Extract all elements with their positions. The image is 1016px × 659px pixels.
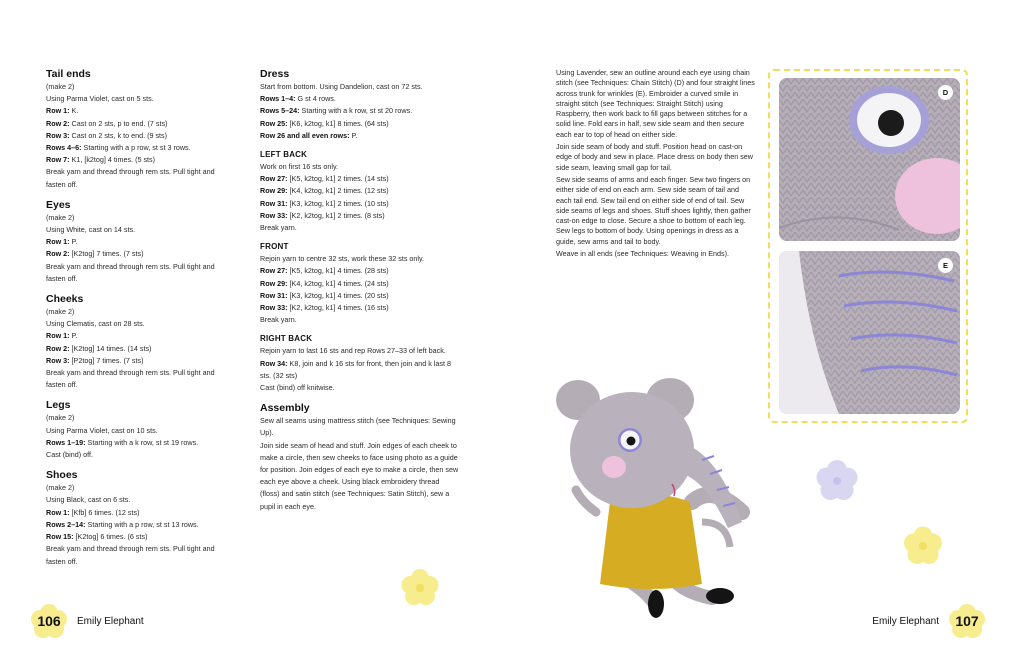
instruction-line: [46, 105, 231, 117]
section-title: Tail ends: [46, 68, 91, 80]
instruction-line: [46, 261, 231, 285]
footer-title: Emily Elephant: [872, 615, 939, 627]
instruction-text: [K4, k2tog, k1] 4 times. (24 sts): [287, 278, 389, 288]
row-label: Row 1:: [46, 237, 70, 247]
instruction-line: [46, 93, 231, 105]
instruction-text: P.: [69, 331, 78, 341]
instruction-line: [260, 358, 460, 382]
instruction-text: Using Clematis, cast on 28 sts.: [46, 319, 145, 329]
section-subtitle: RIGHT BACK: [260, 334, 313, 344]
instruction-line: [260, 118, 460, 130]
instruction-line: [260, 382, 460, 394]
instruction-text: Rejoin yarn to last 16 sts and rep Rows 27–33 of left back.: [260, 346, 446, 356]
instruction-line: [46, 81, 231, 93]
instruction-line: [46, 248, 231, 260]
instruction-text: Starting with a p row, st st 13 rows.: [85, 519, 199, 529]
instruction-line: [46, 437, 231, 449]
section-title: Legs: [46, 399, 71, 412]
elephant-toy-image: [552, 372, 758, 618]
section-subtitle: FRONT: [260, 242, 289, 252]
pattern-section: [46, 198, 231, 285]
row-label: Row 7:: [46, 155, 70, 165]
footer-right: [872, 605, 986, 637]
footer-title: Emily Elephant: [77, 615, 144, 627]
instruction-text: Rejoin yarn to centre 32 sts, work these 32 sts only.: [260, 254, 425, 264]
instruction-line: [260, 278, 460, 290]
photo-eye-detail: [779, 78, 960, 241]
instruction-text: [Kfb] 6 times. (12 sts): [69, 507, 140, 517]
instruction-line: [260, 222, 460, 234]
instruction-line: [46, 425, 231, 437]
instruction-text: Break yarn and thread through rem sts. Pull tight and fasten off.: [46, 261, 215, 283]
instruction-line: [260, 415, 460, 439]
instruction-text: Break yarn.: [260, 223, 297, 233]
instruction-line: [260, 198, 460, 210]
instruction-text: Break yarn and thread through rem sts. Pull tight and fasten off.: [46, 544, 215, 566]
instruction-line: [46, 449, 231, 461]
instruction-line: [46, 212, 231, 224]
row-label: Row 27:: [260, 266, 288, 276]
photo-trunk-detail: [779, 251, 960, 414]
row-label: Row 29:: [260, 278, 288, 288]
page-number-flower-icon: [30, 604, 68, 638]
instruction-text: [K2tog] 6 times. (6 sts): [73, 532, 148, 542]
row-label: Row 1:: [46, 106, 70, 116]
row-label: Row 1:: [46, 331, 70, 341]
instruction-text: Work on first 16 sts only.: [260, 162, 339, 172]
assembly-paragraph: Using Lavender, sew an outline around each eye using chain stitch (see Techniques: Chain Stitch) (D) and four straight lines across trunk for wrinkles (E). Embroider a curved smile in straight stitch (see Techniques: Straight Stitch) using Raspberry, then work back to fill gaps between stitches for a solid line. Fold ears in half, sew side seam and then secure each ear to top of head on either side.: [556, 68, 755, 139]
instruction-text: Start from bottom. Using Dandelion, cast on 72 sts.: [260, 82, 423, 91]
instruction-text: (make 2): [46, 483, 75, 493]
row-label: Row 31:: [260, 290, 288, 300]
instruction-line: [46, 355, 231, 367]
instruction-text: [P2tog] 7 times. (7 sts): [69, 355, 144, 365]
section-title: Assembly: [260, 402, 310, 415]
instruction-text: Using Parma Violet, cast on 5 sts.: [46, 94, 154, 104]
instruction-text: Cast (bind) off knitwise.: [260, 383, 335, 393]
instruction-text: K.: [69, 106, 79, 116]
pattern-section: [260, 333, 460, 394]
instruction-text: [K5, k2tog, k1] 2 times. (14 sts): [287, 174, 389, 184]
instruction-text: Using Black, cast on 6 sts.: [46, 495, 131, 505]
instruction-line: [46, 236, 231, 248]
instruction-line: [260, 265, 460, 277]
page-number: 106: [37, 613, 61, 629]
row-label: Row 2:: [46, 343, 70, 353]
instruction-line: [260, 161, 460, 173]
instruction-text: Join side seam of head and stuff. Join edges of each cheek to make a circle, then sew cheeks to face using photo as a guide for position. Join edges of each eye to make a circle, then sew each eye above a cheek. Using black embroidery thread (floss) and satin stitch (see Techniques: Satin Stitch), sew a pupil in each eye.: [260, 440, 459, 511]
instruction-text: Cast (bind) off.: [46, 450, 94, 460]
instruction-line: [46, 343, 231, 355]
instruction-line: [260, 253, 460, 265]
instruction-line: [260, 345, 460, 357]
pattern-section: [46, 67, 231, 191]
row-label: Rows 1–19:: [46, 437, 86, 447]
instruction-text: (make 2): [46, 413, 75, 423]
instruction-text: [K2, k2tog, k1] 2 times. (8 sts): [287, 210, 385, 220]
instruction-line: [260, 173, 460, 185]
pattern-section: [46, 468, 231, 567]
flower-decoration-icon: [900, 523, 946, 569]
instruction-text: Break yarn and thread through rem sts. Pull tight and fasten off.: [46, 368, 215, 390]
instruction-text: (make 2): [46, 82, 75, 91]
flower-decoration-icon: [398, 566, 442, 610]
instruction-line: [46, 142, 231, 154]
instruction-line: [46, 494, 231, 506]
instruction-text: [K4, k2tog, k1] 2 times. (12 sts): [287, 186, 389, 196]
instruction-text: Starting with a k row, st st 19 rows.: [85, 437, 199, 447]
row-label: Row 1:: [46, 507, 70, 517]
left-column-1: [46, 67, 231, 575]
footer-left: [30, 605, 144, 637]
instruction-line: [260, 81, 460, 93]
instruction-text: Starting with a k row, st st 20 rows.: [299, 106, 413, 116]
instruction-text: Break yarn.: [260, 315, 297, 325]
row-label: Row 25:: [260, 118, 288, 128]
page-number-flower-icon: [948, 604, 986, 638]
section-title: Cheeks: [46, 293, 84, 306]
instruction-text: Using White, cast on 14 sts.: [46, 225, 136, 235]
row-label: Rows 1–4:: [260, 94, 296, 104]
instruction-text: (make 2): [46, 307, 75, 317]
right-column-text: [556, 68, 756, 261]
instruction-text: P.: [69, 237, 78, 247]
assembly-paragraph: Sew side seams of arms and each finger. Sew two fingers on either side of end on each arm. Sew side seam of tail and each tail end. Sew tail end on either side of end of tail. Sew side seams of legs and shoes. Stuff shoes lightly, then gather cast-on edge to close. Secure a shoe to bottom of each leg. Sew legs to bottom of body. Using openings in dress as a guide, sew arms and tail to body.: [556, 174, 751, 246]
row-label: Row 34:: [260, 358, 288, 368]
instruction-line: [260, 105, 460, 117]
instruction-line: [46, 367, 231, 391]
instruction-line: [46, 412, 231, 424]
instruction-line: [260, 314, 460, 326]
photo-label-e: E: [938, 258, 953, 273]
instruction-line: [260, 210, 460, 222]
instruction-line: [46, 330, 231, 342]
instruction-line: [46, 306, 231, 318]
section-title: Shoes: [46, 469, 78, 482]
instruction-line: [46, 154, 231, 166]
instruction-line: [260, 93, 460, 105]
instruction-line: [46, 543, 231, 567]
instruction-text: [K2tog] 14 times. (14 sts): [69, 343, 152, 353]
instruction-text: K8, join and k 16 sts for front, then join and k last 8 sts. (32 sts): [260, 358, 451, 380]
instruction-text: Starting with a p row, st st 3 rows.: [81, 143, 191, 153]
section-subtitle: LEFT BACK: [260, 150, 308, 160]
assembly-paragraph: Join side seam of body and stuff. Position head on cast-on edge of body and sew in place. Place dress on body then sew side seam, leaving small gap for tail.: [556, 142, 753, 172]
instruction-text: P.: [349, 130, 358, 140]
instruction-line: [46, 118, 231, 130]
instruction-text: [K3, k2tog, k1] 2 times. (10 sts): [287, 198, 389, 208]
row-label: Row 27:: [260, 174, 288, 184]
row-label: Row 2:: [46, 249, 70, 259]
left-column-2: [260, 67, 460, 520]
row-label: Row 15:: [46, 532, 74, 542]
instruction-line: [46, 482, 231, 494]
trunk-detail-image: [779, 251, 960, 414]
row-label: Row 31:: [260, 198, 288, 208]
instruction-text: K1, [k2tog] 4 times. (5 sts): [69, 155, 156, 165]
instruction-line: [260, 302, 460, 314]
instruction-line: [46, 507, 231, 519]
instruction-line: [46, 531, 231, 543]
instruction-text: Using Parma Violet, cast on 10 sts.: [46, 425, 158, 435]
row-label: Row 29:: [260, 186, 288, 196]
instruction-text: [K2tog] 7 times. (7 sts): [69, 249, 144, 259]
instruction-line: [260, 185, 460, 197]
instruction-text: Break yarn and thread through rem sts. Pull tight and fasten off.: [46, 167, 215, 189]
instruction-text: Cast on 2 sts, k to end. (9 sts): [69, 130, 168, 140]
pattern-section: [260, 67, 460, 142]
row-label: Row 33:: [260, 303, 288, 313]
instruction-line: [46, 130, 231, 142]
row-label: Row 3:: [46, 355, 70, 365]
instruction-text: G st 4 rows.: [295, 94, 336, 104]
photo-label-d: D: [938, 85, 953, 100]
instruction-line: [46, 166, 231, 190]
instruction-text: [K2, k2tog, k1] 4 times. (16 sts): [287, 303, 389, 313]
eye-detail-image: [779, 78, 960, 241]
instruction-line: [46, 519, 231, 531]
pattern-section: [260, 401, 460, 513]
instruction-line: [260, 130, 460, 142]
row-label: Rows 2–14:: [46, 519, 86, 529]
row-label: Rows 5–24:: [260, 106, 300, 116]
instruction-line: [260, 290, 460, 302]
instruction-text: Cast on 2 sts, p to end. (7 sts): [69, 118, 168, 128]
section-title: Eyes: [46, 198, 71, 211]
row-label: Rows 4–6:: [46, 143, 82, 153]
row-label: Row 33:: [260, 210, 288, 220]
instruction-text: Sew all seams using mattress stitch (see Techniques: Sewing Up).: [260, 416, 456, 438]
section-title: Dress: [260, 68, 290, 80]
instruction-text: (make 2): [46, 212, 75, 222]
row-label: Row 2:: [46, 118, 70, 128]
instruction-text: [K6, k2tog, k1] 8 times. (64 sts): [287, 118, 389, 128]
instruction-text: [K5, k2tog, k1] 4 times. (28 sts): [287, 266, 389, 276]
instruction-line: [46, 224, 231, 236]
row-label: Row 3:: [46, 130, 70, 140]
instruction-line: [46, 318, 231, 330]
page-number: 107: [955, 613, 979, 629]
pattern-section: [260, 149, 460, 234]
pattern-section: [46, 398, 231, 461]
instruction-line: [260, 440, 460, 513]
row-label: Row 26 and all even rows:: [260, 130, 350, 140]
instruction-text: [K3, k2tog, k1] 4 times. (20 sts): [287, 290, 389, 300]
pattern-section: [46, 292, 231, 391]
assembly-paragraph: Weave in all ends (see Techniques: Weaving in Ends).: [556, 249, 729, 259]
pattern-section: [260, 241, 460, 326]
flower-decoration-icon: [812, 456, 862, 506]
